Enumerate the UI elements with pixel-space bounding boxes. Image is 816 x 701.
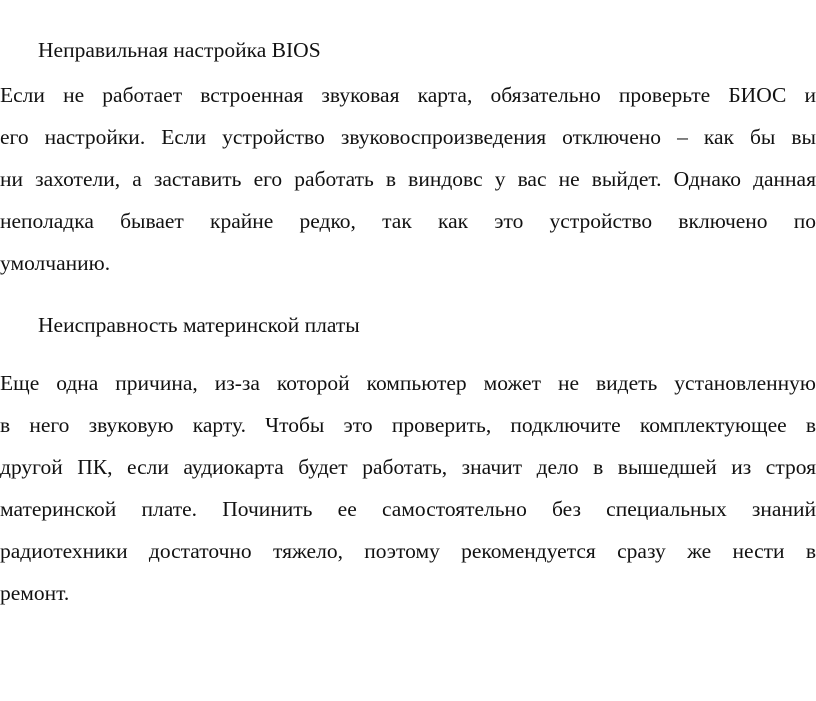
paragraph-line: ремонт. [0, 581, 70, 605]
paragraph-motherboard [0, 362, 816, 614]
paragraph-line: неполадка бывает крайне редко, так как это устройство включено по [0, 209, 816, 233]
paragraph-line: радиотехники достаточно тяжело, поэтому рекомендуется сразу же нести в [0, 539, 816, 563]
section-heading-bios: Неправильная настройка BIOS [38, 38, 321, 62]
paragraph-line: Еще одна причина, из-за которой компьютер может не видеть установленную [0, 371, 816, 395]
paragraph-line: в него звуковую карту. Чтобы это проверить, подключите комплектующее в [0, 413, 816, 437]
paragraph-line: другой ПК, если аудиокарта будет работать, значит дело в вышедшей из строя [0, 455, 816, 479]
paragraph-line: ни захотели, а заставить его работать в виндовс у вас не выйдет. Однако данная [0, 167, 816, 191]
paragraph-line: материнской плате. Починить ее самостоятельно без специальных знаний [0, 497, 816, 521]
paragraph-line: его настройки. Если устройство звуковоспроизведения отключено – как бы вы [0, 125, 816, 149]
paragraph-bios [0, 74, 816, 284]
section-heading-motherboard: Неисправность материнской платы [38, 313, 360, 337]
paragraph-line: Если не работает встроенная звуковая карта, обязательно проверьте БИОС и [0, 83, 816, 107]
paragraph-line: умолчанию. [0, 251, 111, 275]
